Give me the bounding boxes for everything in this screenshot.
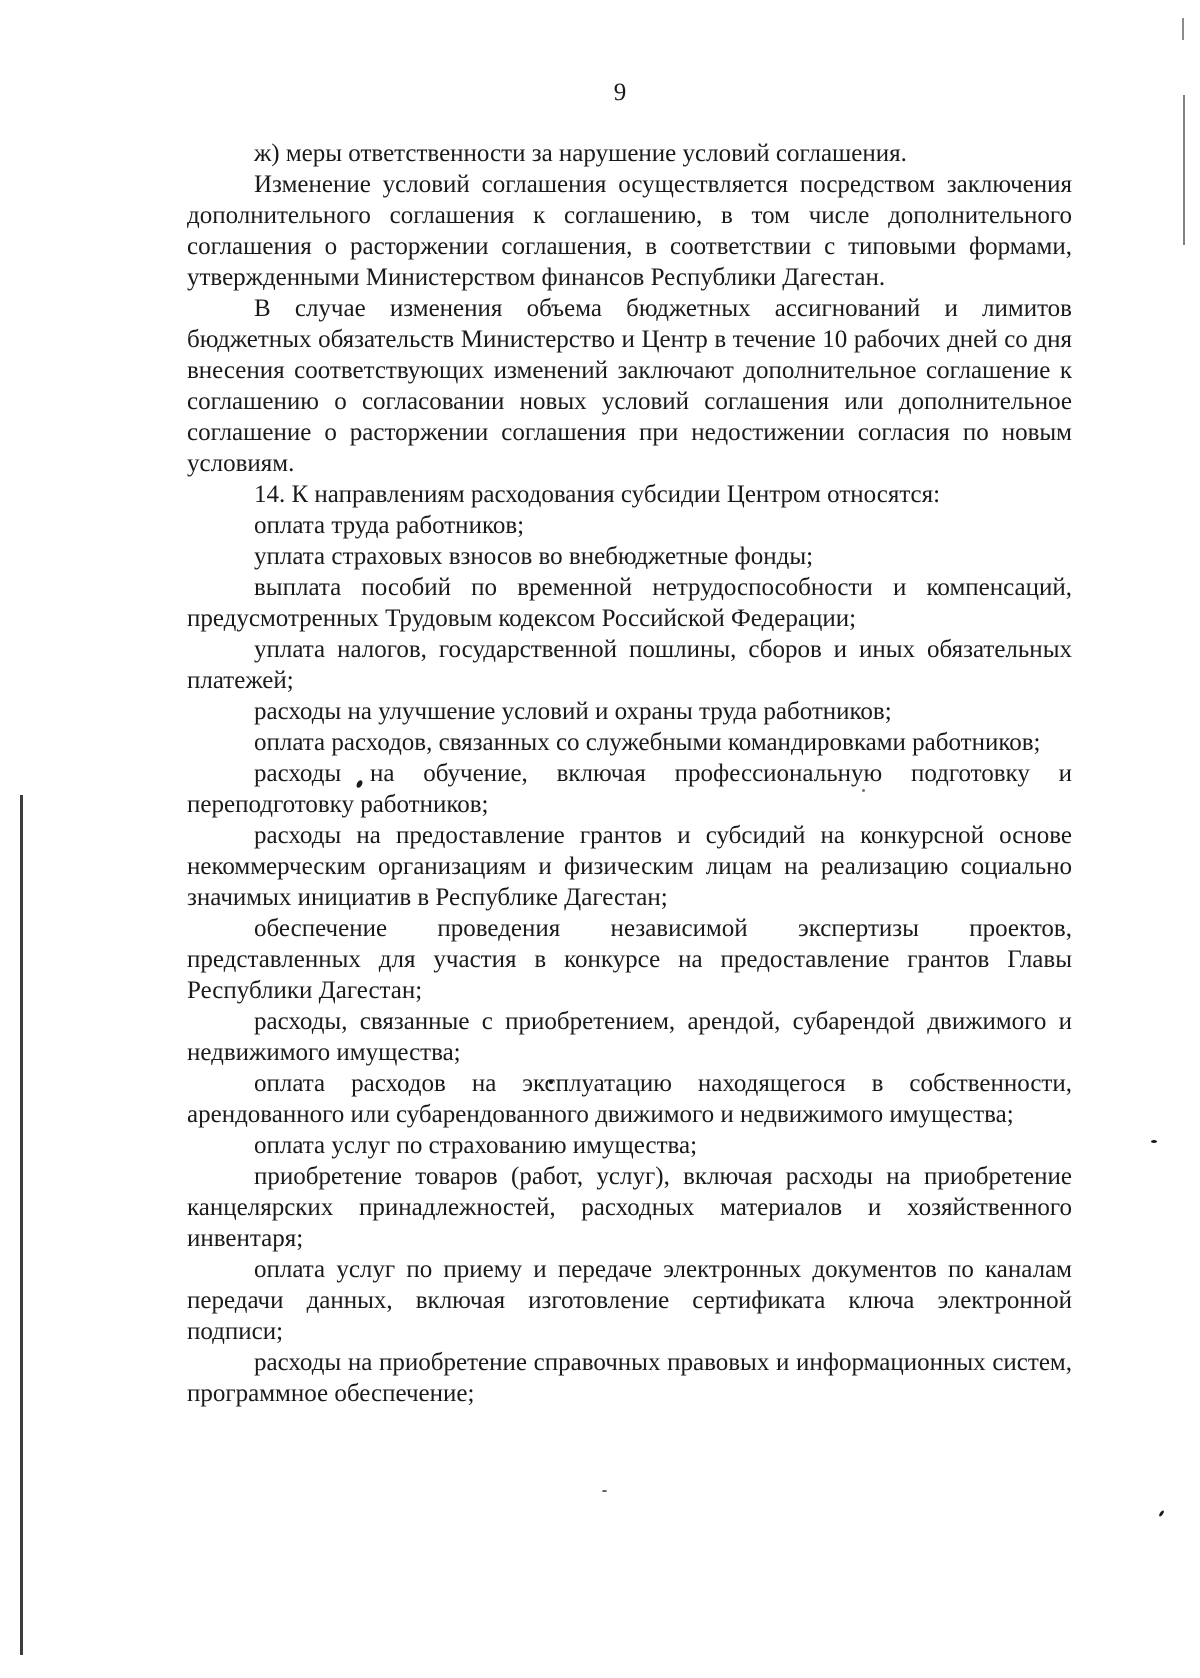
paragraph: 14. К направлениям расходования субсидии Центром относятся: [254,481,941,508]
page-number: 9 [613,79,627,106]
list-item: расходы на предоставление грантов и субсидий на конкурсной основе некоммерческим организациям и физическим лицам на реализацию социально значимых инициатив в Республике Дагестан; [187,822,1072,911]
list-item: расходы на приобретение справочных правовых и информационных систем, программное обеспечение; [187,1349,1072,1407]
list-item: оплата услуг по страхованию имущества; [254,1132,698,1159]
scan-speck [1158,1510,1164,1517]
list-item: уплата налогов, государственной пошлины, сборов и иных обязательных платежей; [187,636,1072,694]
list-item: обеспечение проведения независимой экспертизы проектов, представленных для участия в конкурсе на предоставление грантов Главы Республики Дагестан; [187,915,1072,1004]
scan-edge-right [1183,95,1185,245]
list-item: выплата пособий по временной нетрудоспособности и компенсаций, предусмотренных Трудовым кодексом Российской Федерации; [187,574,1072,632]
document-body [187,138,1072,1409]
list-item: расходы на улучшение условий и охраны труда работников; [254,698,892,725]
list-item: оплата труда работников; [254,512,525,539]
scan-edge-right-top [1182,18,1184,40]
list-item: оплата расходов на эксплуатацию находящегося в собственности, арендованного или субарендованного движимого и недвижимого имущества; [187,1070,1072,1128]
list-item: расходы, связанные с приобретением, арендой, субарендой движимого и недвижимого имущества; [187,1008,1072,1066]
list-item: уплата страховых взносов во внебюджетные фонды; [254,543,814,570]
scan-edge-left [20,795,23,1655]
paragraph: ж) меры ответственности за нарушение условий соглашения. [254,140,907,167]
list-item: оплата услуг по приему и передаче электронных документов по каналам передачи данных, включая изготовление сертификата ключа электронной подписи; [187,1256,1072,1345]
scan-speck [1151,1140,1157,1143]
list-item: расходы на обучение, включая профессиональную подготовку и переподготовку работников; [187,760,1072,818]
list-item: оплата расходов, связанных со служебными командировками работников; [254,729,1041,756]
paragraph: В случае изменения объема бюджетных ассигнований и лимитов бюджетных обязательств Министерство и Центр в течение 10 рабочих дней со дня внесения соответствующих изменений заключают дополнительное соглашение к соглашению о согласовании новых условий соглашения или дополнительное соглашение о расторжении соглашения при недостижении согласия по новым условиям. [187,295,1072,477]
scan-speck [602,1490,607,1492]
paragraph: Изменение условий соглашения осуществляется посредством заключения дополнительного соглашения к соглашению, в том числе дополнительного соглашения о расторжении соглашения, в соответствии с типовыми формами, утвержденными Министерством финансов Республики Дагестан. [187,171,1072,291]
list-item: приобретение товаров (работ, услуг), включая расходы на приобретение канцелярских принадлежностей, расходных материалов и хозяйственного инвентаря; [187,1163,1072,1252]
